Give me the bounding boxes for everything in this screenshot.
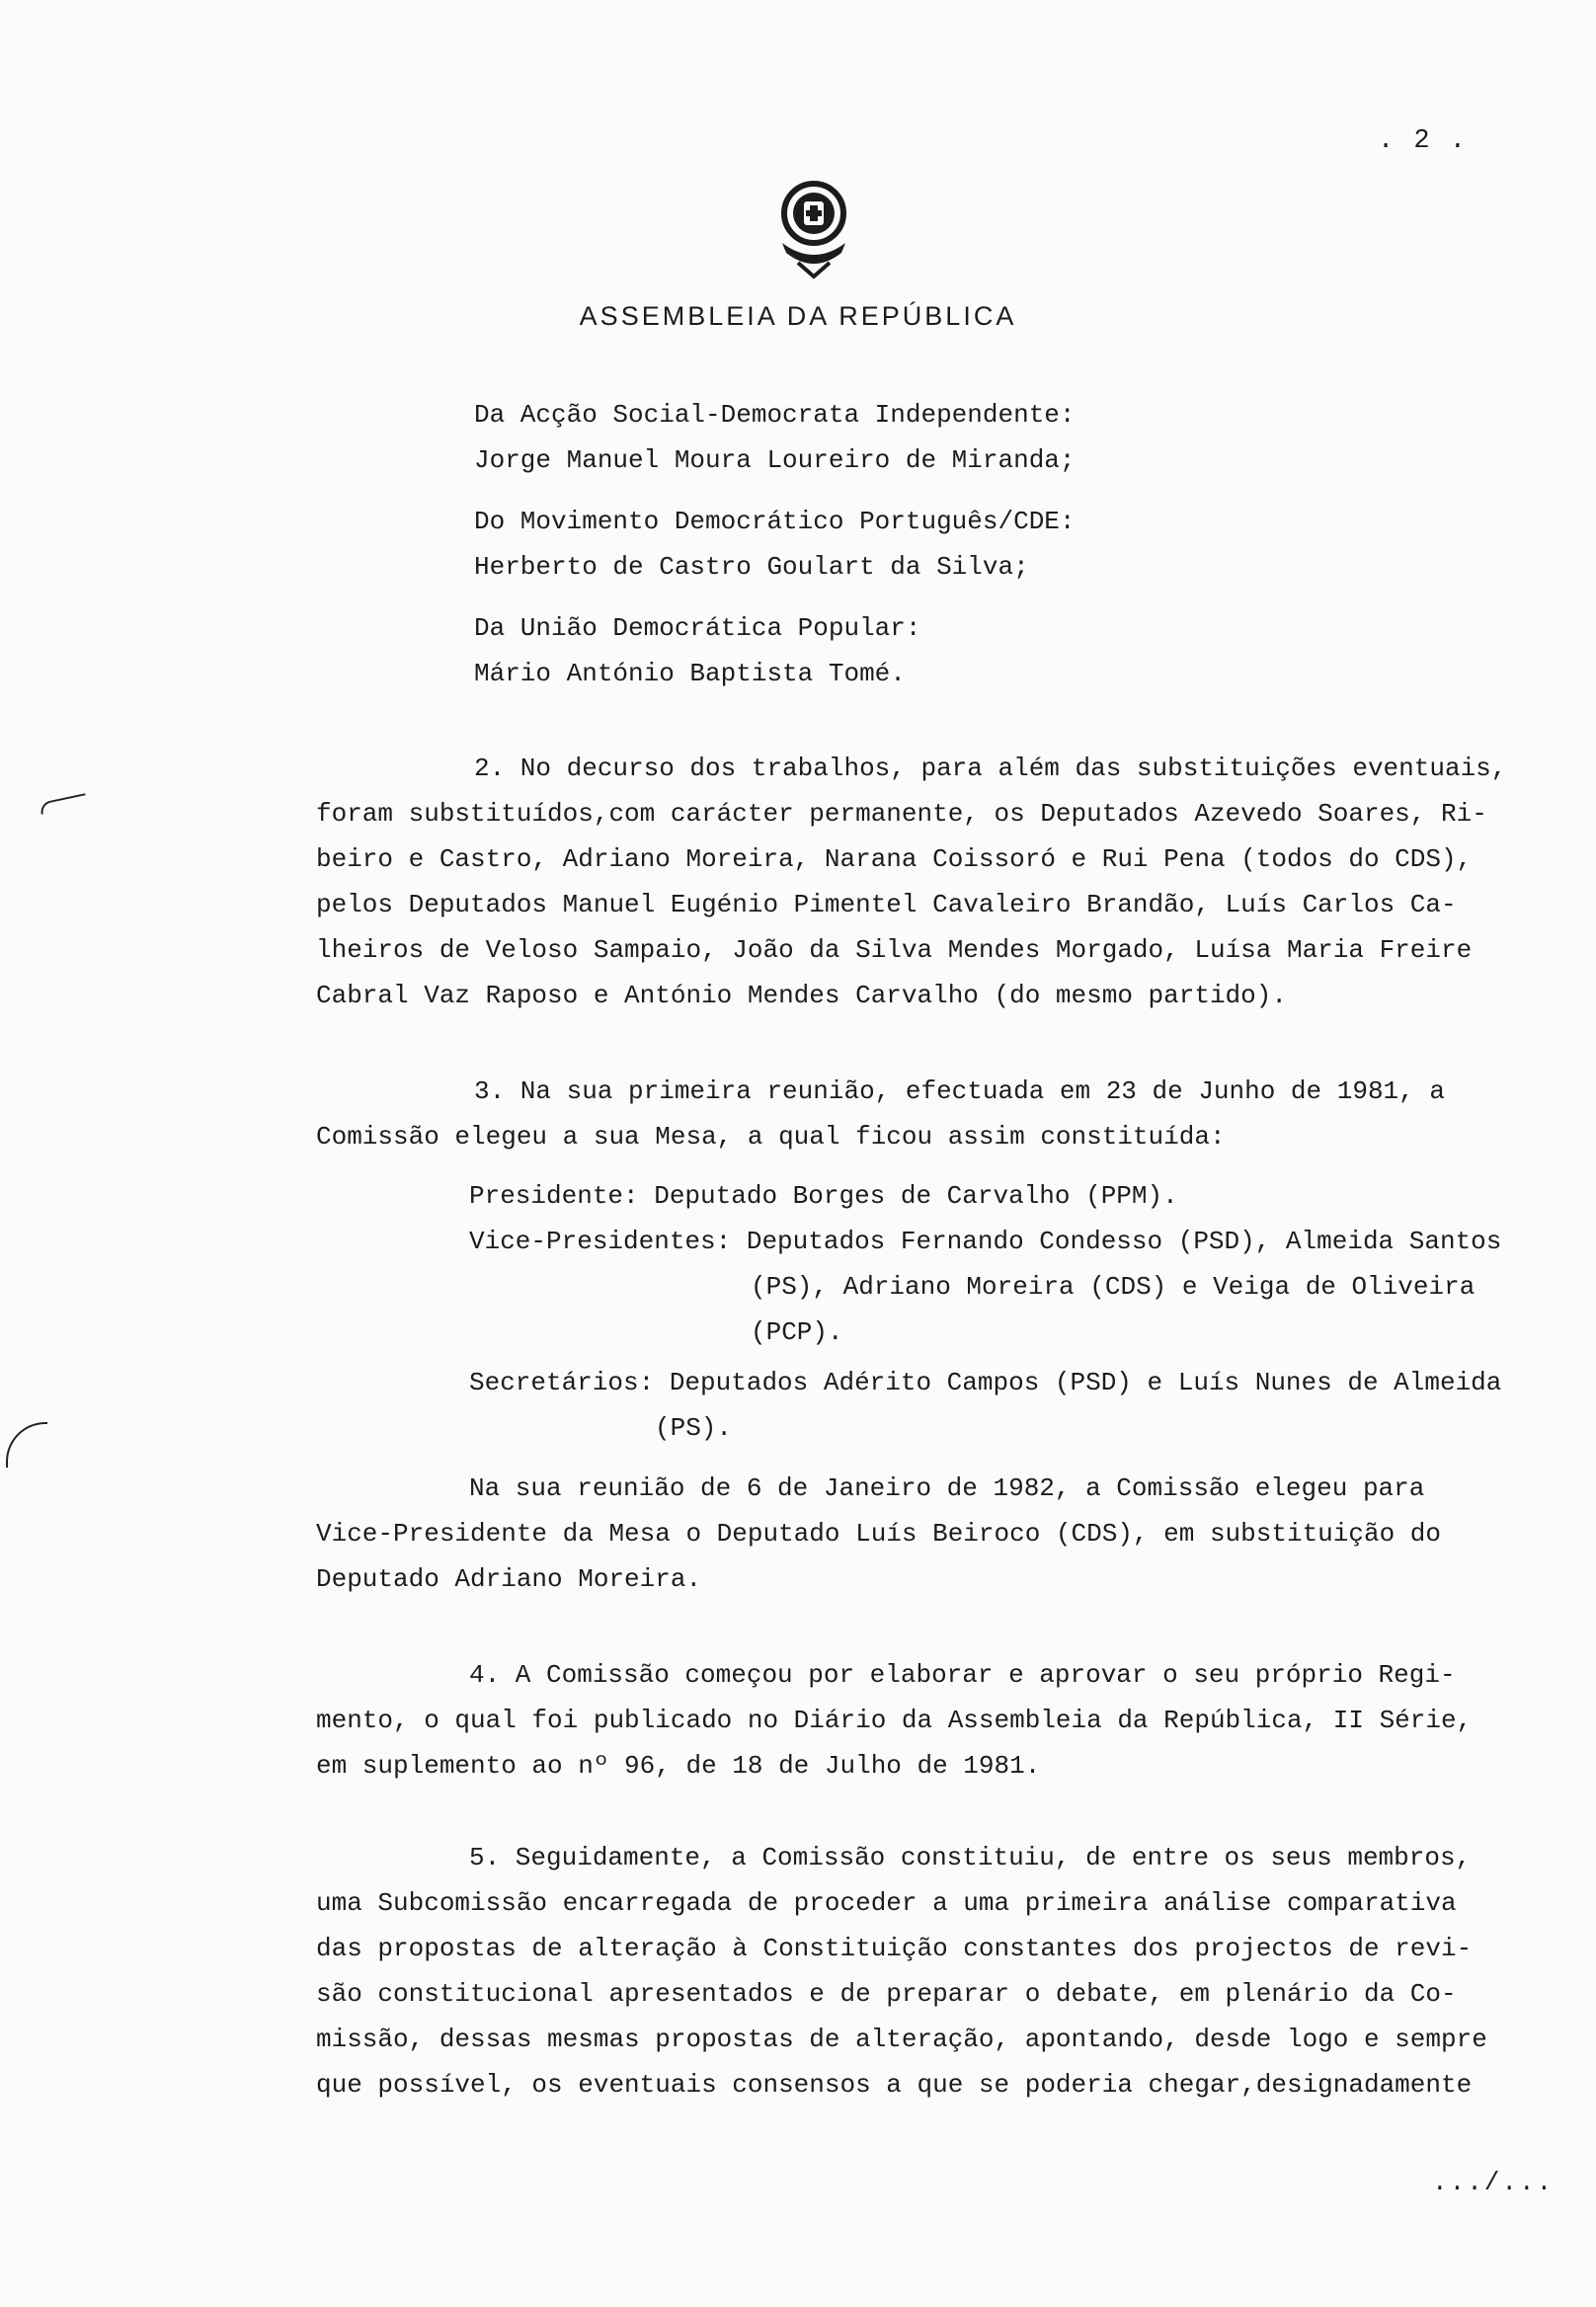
paragraph-line: 3. Na sua primeira reunião, efectuada em 23 de Junho de 1981, a (474, 1076, 1445, 1106)
page-number: . 2 . (1378, 126, 1469, 156)
member-party: Do Movimento Democrático Português/CDE: (474, 507, 1076, 536)
mesa-line: (PS). (655, 1413, 733, 1443)
paragraph-line: missão, dessas mesmas propostas de alteração, apontando, desde logo e sempre (316, 2025, 1487, 2054)
coat-of-arms-icon (768, 176, 859, 280)
member-name: Jorge Manuel Moura Loureiro de Miranda; (474, 445, 1076, 475)
paragraph-line: são constitucional apresentados e de preparar o debate, em plenário da Co- (316, 1979, 1457, 2009)
paragraph-line: mento, o qual foi publicado no Diário da Assembleia da República, II Série, (316, 1706, 1473, 1735)
mesa-line: Vice-Presidentes: Deputados Fernando Condesso (PSD), Almeida Santos (469, 1227, 1502, 1256)
paragraph-line: lheiros de Veloso Sampaio, João da Silva Mendes Morgado, Luísa Maria Freire (316, 935, 1473, 965)
institution-name: ASSEMBLEIA DA REPÚBLICA (579, 301, 1017, 331)
member-party: Da Acção Social-Democrata Independente: (474, 400, 1076, 430)
paragraph-line: das propostas de alteração à Constituição constantes dos projectos de revi- (316, 1934, 1473, 1963)
paragraph-line: pelos Deputados Manuel Eugénio Pimentel Cavaleiro Brandão, Luís Carlos Ca- (316, 890, 1457, 919)
punch-mark (39, 793, 87, 815)
paragraph-line: 2. No decurso dos trabalhos, para além das substituições eventuais, (474, 754, 1507, 783)
mesa-line: Secretários: Deputados Adérito Campos (PSD) e Luís Nunes de Almeida (469, 1368, 1502, 1397)
paragraph-line: Deputado Adriano Moreira. (316, 1564, 702, 1594)
paragraph-line: Cabral Vaz Raposo e António Mendes Carvalho (do mesmo partido). (316, 981, 1287, 1010)
member-party: Da União Democrática Popular: (474, 613, 921, 643)
continuation-mark: .../... (1432, 2168, 1555, 2197)
member-name: Mário António Baptista Tomé. (474, 659, 906, 688)
mesa-line: Presidente: Deputado Borges de Carvalho (PPM). (469, 1181, 1178, 1211)
paragraph-line: foram substituídos,com carácter permanente, os Deputados Azevedo Soares, Ri- (316, 799, 1487, 829)
paragraph-line: beiro e Castro, Adriano Moreira, Narana Coissoró e Rui Pena (todos do CDS), (316, 844, 1473, 874)
paragraph-line: uma Subcomissão encarregada de proceder a uma primeira análise comparativa (316, 1888, 1457, 1918)
paragraph-line: Na sua reunião de 6 de Janeiro de 1982, a Comissão elegeu para (469, 1473, 1425, 1503)
punch-mark (6, 1422, 47, 1468)
paragraph-line: 4. A Comissão começou por elaborar e aprovar o seu próprio Regi- (469, 1660, 1456, 1690)
paragraph-line: em suplemento ao nº 96, de 18 de Julho de 1981. (316, 1751, 1041, 1781)
member-name: Herberto de Castro Goulart da Silva; (474, 552, 1029, 582)
paragraph-line: Vice-Presidente da Mesa o Deputado Luís Beiroco (CDS), em substituição do (316, 1519, 1441, 1549)
mesa-line: (PS), Adriano Moreira (CDS) e Veiga de Oliveira (751, 1272, 1476, 1302)
paragraph-line: que possível, os eventuais consensos a que se poderia chegar,designadamente (316, 2070, 1473, 2100)
mesa-line: (PCP). (751, 1317, 843, 1347)
paragraph-line: Comissão elegeu a sua Mesa, a qual ficou assim constituída: (316, 1122, 1226, 1152)
paragraph-line: 5. Seguidamente, a Comissão constituiu, de entre os seus membros, (469, 1843, 1472, 1872)
